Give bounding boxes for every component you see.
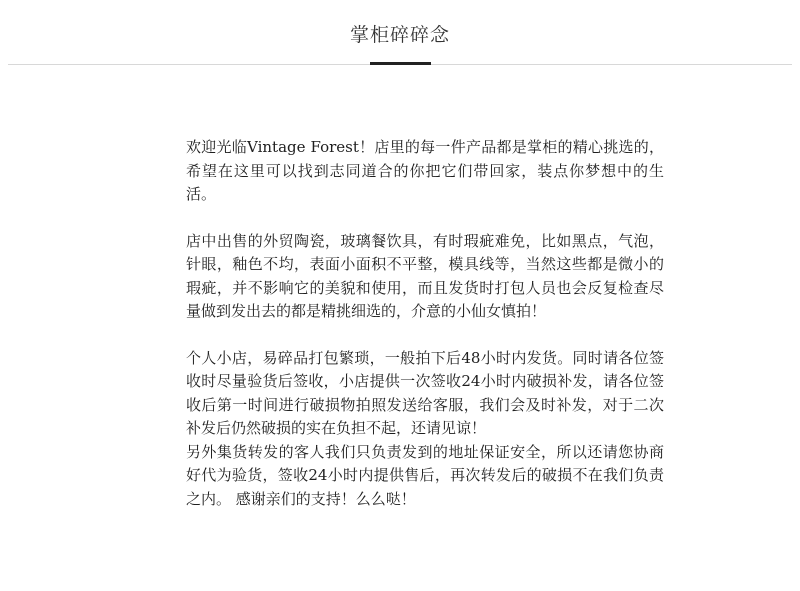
title-underline-accent [370, 62, 431, 65]
forwarding-policy-paragraph: 另外集货转发的客人我们只负责发到的地址保证安全，所以还请您协商好代为验货，签收24小时内提供售后，再次转发后的破损不在我们负责之内。 感谢亲们的支持！么么哒！ [186, 442, 664, 508]
shipping-policy-paragraph: 个人小店，易碎品打包繁琐，一般拍下后48小时内发货。同时请各位签收时尽量验货后签收，小店提供一次签收24小时内破损补发，请各位签收后第一时间进行破损物拍照发送给客服，我们会及时补发，对于二次补发后仍然破损的实在负担不起，还请见谅！ [186, 348, 664, 437]
page-header [0, 0, 800, 66]
paragraph-spacer [186, 207, 664, 230]
notice-content [186, 136, 664, 511]
flaw-notice-paragraph: 店中出售的外贸陶瓷，玻璃餐饮具，有时瑕疵难免，比如黑点，气泡，针眼，釉色不均，表面小面积不平整，模具线等，当然这些都是微小的瑕疵，并不影响它的美貌和使用，而且发货时打包人员也会反复检查尽量做到发出去的都是精挑细选的，介意的小仙女慎拍！ [186, 231, 664, 320]
paragraph-spacer [186, 324, 664, 347]
page-title: 掌柜碎碎念 [349, 24, 450, 46]
welcome-paragraph: 欢迎光临Vintage Forest！店里的每一件产品都是掌柜的精心挑选的，希望在这里可以找到志同道合的你把它们带回家，装点你梦想中的生活。 [186, 138, 664, 203]
